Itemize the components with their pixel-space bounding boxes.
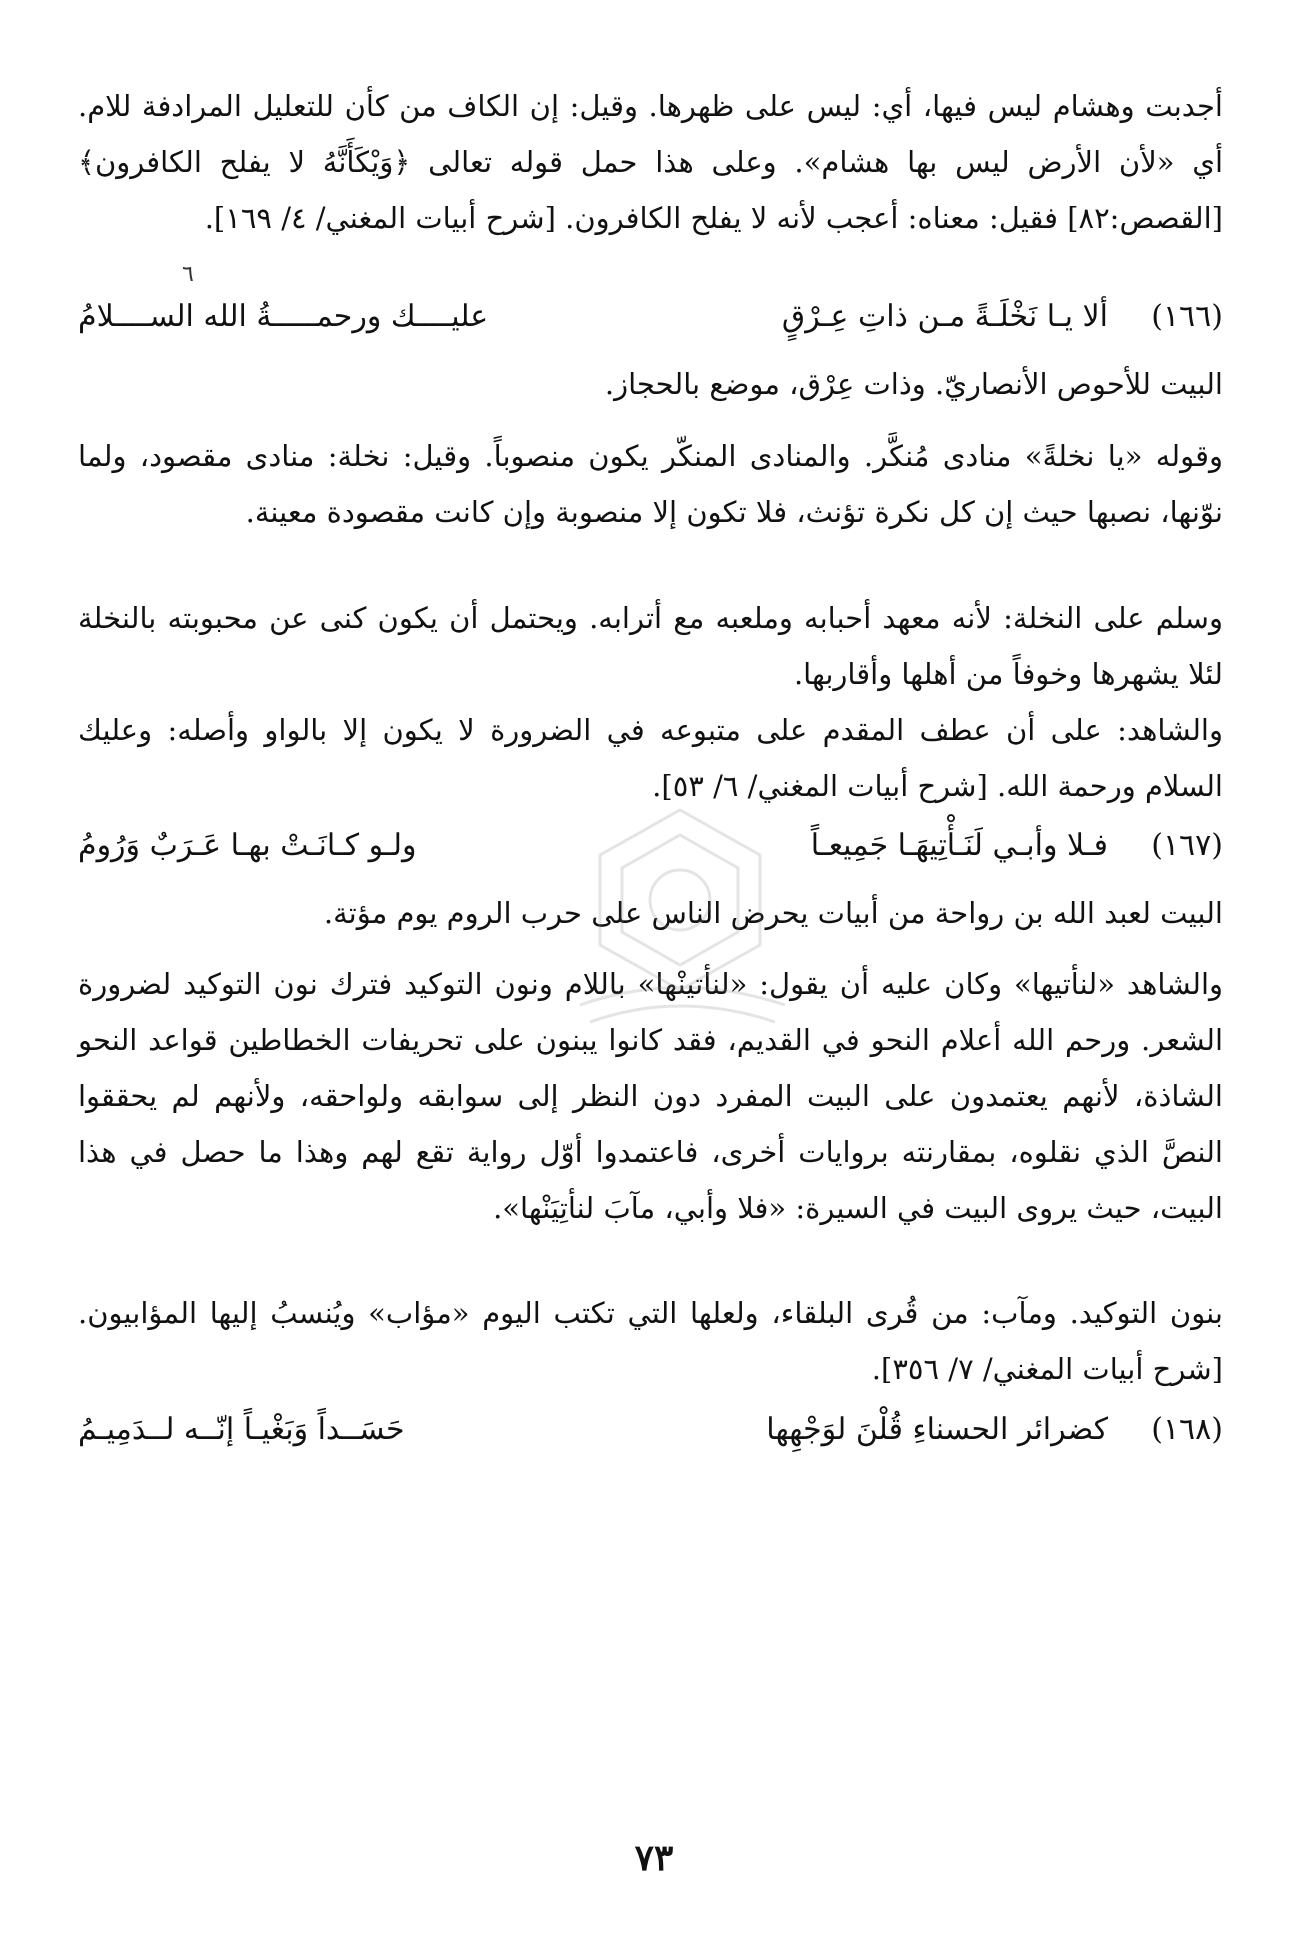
verse-first-hemistich: فـلا وأبـي لَنَـأْتِيهَـا جَمِيعـاً [810, 828, 1108, 863]
library-watermark-emblem [560, 800, 800, 1030]
paragraph-meaning-166: وسلم على النخلة: لأنه معهد أحبابه وملعبه مع أترابه. ويحتمل أن يكون كنى عن محبوبته بالنخلة لئلا يشهرها وخوفاً من أهلها وأقاربها. [78, 601, 1223, 691]
verse-number: (١٦٨) [1151, 1412, 1223, 1447]
paragraph-attribution-166: البيت للأحوص الأنصاريّ. وذات عِرْق، موضع بالحجاز. [604, 367, 1223, 401]
page-number: ٧٣ [634, 1837, 674, 1879]
verse-first-hemistich: ألا يـا نَخْلَـةً مـن ذاتِ عِـرْقٍ [781, 299, 1108, 334]
paragraph-shahid-167: والشاهد «لنأتيها» وكان عليه أن يقول: «لنأتينْها» باللام ونون التوكيد فترك نون التوكيد لضرورة الشعر. ورحم الله أعلام النحو في القديم، فقد كانوا يبنون على تحريفات الخطاطين قواعد النحو الشاذة، لأنهم يعتمدون على البيت المفرد دون النظر إلى سوابقه ولواحقه، ولأنهم لم يحققوا النصَّ الذي نقلوه، بمقارنته بروايات أخرى، فاعتمدوا أوّل رواية تقع لهم وهذا ما حصل في هذا البيت، حيث يروى البيت في السيرة: «فلا وأبي، مآبَ لنأتِيَنْها». [78, 967, 1223, 1225]
stray-mark: ٦ [182, 262, 194, 287]
verse-second-hemistich: عليــــك ورحمـــــةُ الله الســــلامُ [78, 299, 489, 334]
paragraph-grammar-166: وقوله «يا نخلةً» منادى مُنكَّر. والمنادى المنكّر يكون منصوباً. وقيل: نخلة: منادى مقصود، ولما نوّنها، نصبها حيث إن كل نكرة تؤنث، فلا تكون إلا منصوبة وإن كانت مقصودة معينة. [78, 439, 1223, 529]
verse-166 [78, 289, 1223, 345]
verse-168 [78, 1402, 1223, 1458]
paragraph-shahid-166: والشاهد: على أن عطف المقدم على متبوعه في الضرورة لا يكون إلا بالواو وأصله: وعليك السلام ورحمة الله. [شرح أبيات المغني/ ٦/ ٥٣]. [78, 713, 1223, 803]
paragraph-commentary-1: أجدبت وهشام ليس فيها، أي: ليس على ظهرها. وقيل: إن الكاف من كأن للتعليل المرادفة للام. أي «لأن الأرض ليس بها هشام». وعلى هذا حمل قوله تعالى ﴿وَيْكَأَنَّهُ لا يفلح الكافرون﴾ [القصص:٨٢] فقيل: معناه: أعجب لأنه لا يفلح الكافرون. [شرح أبيات المغني/ ٤/ ١٦٩]. [78, 89, 1223, 235]
verse-number: (١٦٦) [1151, 299, 1223, 334]
verse-number: (١٦٧) [1151, 828, 1223, 863]
paragraph-attribution-167: البيت لعبد الله بن رواحة من أبيات يحرض الناس على حرب الروم يوم مؤتة. [323, 896, 1223, 930]
verse-second-hemistich: ولـو كـانَـتْ بهـا عَـرَبٌ وَرُومُ [78, 828, 417, 863]
paragraph-note-167: بنون التوكيد. ومآب: من قُرى البلقاء، ولعلها التي تكتب اليوم «مؤاب» ويُنسبُ إليها المؤابيون. [شرح أبيات المغني/ ٧/ ٣٥٦]. [78, 1296, 1223, 1386]
verse-second-hemistich: حَسَــداً وَبَغْيـاً إنّــه لــدَمِيـمُ [78, 1412, 405, 1447]
verse-first-hemistich: كضرائر الحسناءِ قُلْنَ لوَجْهِها [766, 1412, 1108, 1447]
